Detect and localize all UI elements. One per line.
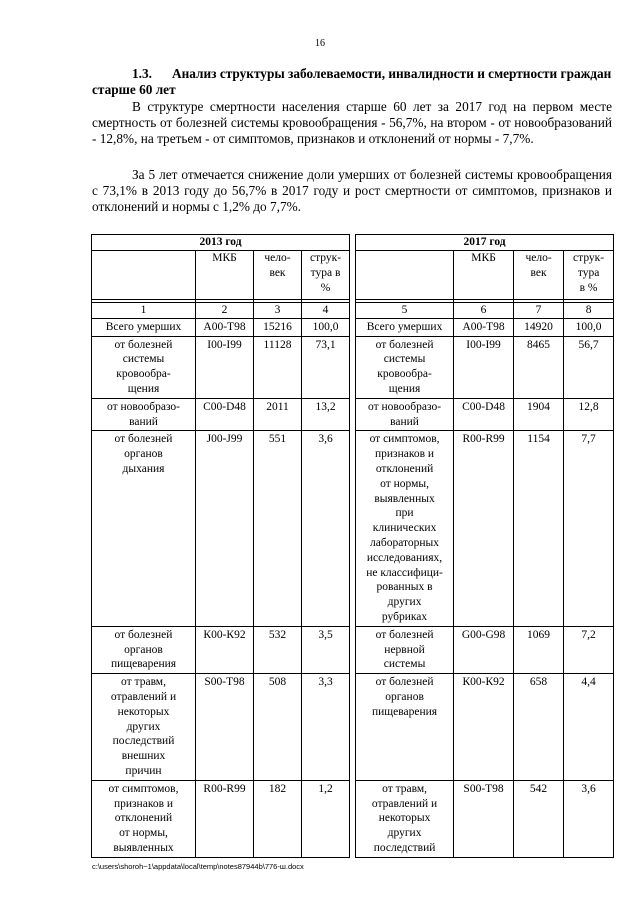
table-row bbox=[92, 626, 614, 673]
column-number: 4 bbox=[302, 303, 350, 319]
table-cell: 532 bbox=[254, 626, 302, 673]
table-cell: от симптомов, признаков и отклонений от нормы, выявленных при клинических лабораторных исследованиях, не классифици- рованных в других рубриках bbox=[356, 431, 454, 626]
table-cell: А00-Т98 bbox=[454, 318, 514, 336]
table-cell: 4,4 bbox=[564, 674, 614, 781]
footer-file-path: c:\users\shoroh~1\appdata\local\temp\notes87944b\776-ш.docx bbox=[92, 862, 304, 871]
sub-header-empty bbox=[356, 251, 454, 300]
table-cell: 658 bbox=[514, 674, 564, 781]
column-number: 6 bbox=[454, 303, 514, 319]
section-number: 1.3. bbox=[132, 66, 152, 81]
sub-header-cell: МКБ bbox=[196, 251, 254, 300]
table-cell: от болезней органов пищеварения bbox=[92, 626, 196, 673]
table-cell: от новообразо- ваний bbox=[92, 398, 196, 431]
paragraph-2: За 5 лет отмечается снижение доли умерших от болезней системы кровообращения с 73,1% в 2013 году до 56,7% в 2017 году и рост смертности от симптомов, признаков и отклонений и нормы с 1,2% до 7,7%. bbox=[92, 167, 612, 214]
table-cell: 1154 bbox=[514, 431, 564, 626]
table-cell: 3,3 bbox=[302, 674, 350, 781]
column-number: 1 bbox=[92, 303, 196, 319]
table-row bbox=[92, 318, 614, 336]
table-cell: 542 bbox=[514, 780, 564, 857]
table-cell: 56,7 bbox=[564, 336, 614, 398]
table-cell: 7,2 bbox=[564, 626, 614, 673]
year-header-2017: 2017 год bbox=[356, 235, 614, 251]
table-cell: 73,1 bbox=[302, 336, 350, 398]
table-cell: 15216 bbox=[254, 318, 302, 336]
table-row bbox=[92, 780, 614, 857]
column-number-row bbox=[92, 303, 614, 319]
column-number: 5 bbox=[356, 303, 454, 319]
table-cell: А00-Т98 bbox=[196, 318, 254, 336]
table-cell: от болезней системы кровообра- щения bbox=[356, 336, 454, 398]
table-cell: S00-Т98 bbox=[196, 674, 254, 781]
table-cell: Всего умерших bbox=[92, 318, 196, 336]
table-cell: 100,0 bbox=[564, 318, 614, 336]
table-row bbox=[92, 336, 614, 398]
table-cell: 7,7 bbox=[564, 431, 614, 626]
table-cell: J00-J99 bbox=[196, 431, 254, 626]
table-cell: 1904 bbox=[514, 398, 564, 431]
sub-header-cell: МКБ bbox=[454, 251, 514, 300]
mortality-structure-table bbox=[91, 234, 614, 858]
table-cell: 100,0 bbox=[302, 318, 350, 336]
table-cell: R00-R99 bbox=[196, 780, 254, 857]
table-cell: 508 bbox=[254, 674, 302, 781]
table-cell: 11128 bbox=[254, 336, 302, 398]
table-cell: 551 bbox=[254, 431, 302, 626]
sub-header-empty bbox=[92, 251, 196, 300]
column-number: 7 bbox=[514, 303, 564, 319]
table-cell: от болезней органов пищеварения bbox=[356, 674, 454, 781]
table-cell: 8465 bbox=[514, 336, 564, 398]
sub-header-cell: струк- тура в % bbox=[302, 251, 350, 300]
sub-header-cell: чело- век bbox=[514, 251, 564, 300]
table-cell: G00-G98 bbox=[454, 626, 514, 673]
sub-header-row bbox=[92, 251, 614, 300]
table-cell: 1,2 bbox=[302, 780, 350, 857]
table-cell: от новообразо- ваний bbox=[356, 398, 454, 431]
table-cell: К00-К92 bbox=[454, 674, 514, 781]
table-row bbox=[92, 674, 614, 781]
table-cell: от травм, отравлений и некоторых других последствий внешних причин bbox=[92, 674, 196, 781]
table-cell: R00-R99 bbox=[454, 431, 514, 626]
table-cell: С00-D48 bbox=[196, 398, 254, 431]
table-cell: от болезней системы кровообра- щения bbox=[92, 336, 196, 398]
sub-header-cell: струк- тура в % bbox=[564, 251, 614, 300]
year-header-2013: 2013 год bbox=[92, 235, 350, 251]
table-cell: I00-I99 bbox=[454, 336, 514, 398]
table-cell: 2011 bbox=[254, 398, 302, 431]
table-cell: от болезней органов дыхания bbox=[92, 431, 196, 626]
sub-header-cell: чело- век bbox=[254, 251, 302, 300]
table-cell: 3,5 bbox=[302, 626, 350, 673]
table-cell: 14920 bbox=[514, 318, 564, 336]
section-heading bbox=[92, 66, 612, 98]
year-header-row bbox=[92, 235, 614, 251]
table-cell: 3,6 bbox=[302, 431, 350, 626]
table-cell: от травм, отравлений и некоторых других последствий bbox=[356, 780, 454, 857]
paragraph-1: В структуре смертности населения старше 60 лет за 2017 год на первом месте смертность от болезней системы кровообращения - 56,7%, на втором - от новообразований - 12,8%, на третьем - от симптомов, признаков и отклонений от нормы - 7,7%. bbox=[92, 99, 612, 146]
table-cell: S00-Т98 bbox=[454, 780, 514, 857]
table-cell: 3,6 bbox=[564, 780, 614, 857]
table-cell: от болезней нервной системы bbox=[356, 626, 454, 673]
table-cell: 12,8 bbox=[564, 398, 614, 431]
table-row bbox=[92, 398, 614, 431]
column-number: 3 bbox=[254, 303, 302, 319]
table-cell: К00-К92 bbox=[196, 626, 254, 673]
column-number: 2 bbox=[196, 303, 254, 319]
table-cell: I00-I99 bbox=[196, 336, 254, 398]
table-cell: 13,2 bbox=[302, 398, 350, 431]
page-number: 16 bbox=[315, 38, 325, 49]
table-cell: 1069 bbox=[514, 626, 564, 673]
table-cell: С00-D48 bbox=[454, 398, 514, 431]
table-cell: 182 bbox=[254, 780, 302, 857]
section-title: Анализ структуры заболеваемости, инвалидности и смертности граждан старше 60 лет bbox=[92, 66, 612, 97]
column-number: 8 bbox=[564, 303, 614, 319]
table-cell: Всего умерших bbox=[356, 318, 454, 336]
table-row bbox=[92, 431, 614, 626]
table-cell: от симптомов, признаков и отклонений от нормы, выявленных bbox=[92, 780, 196, 857]
